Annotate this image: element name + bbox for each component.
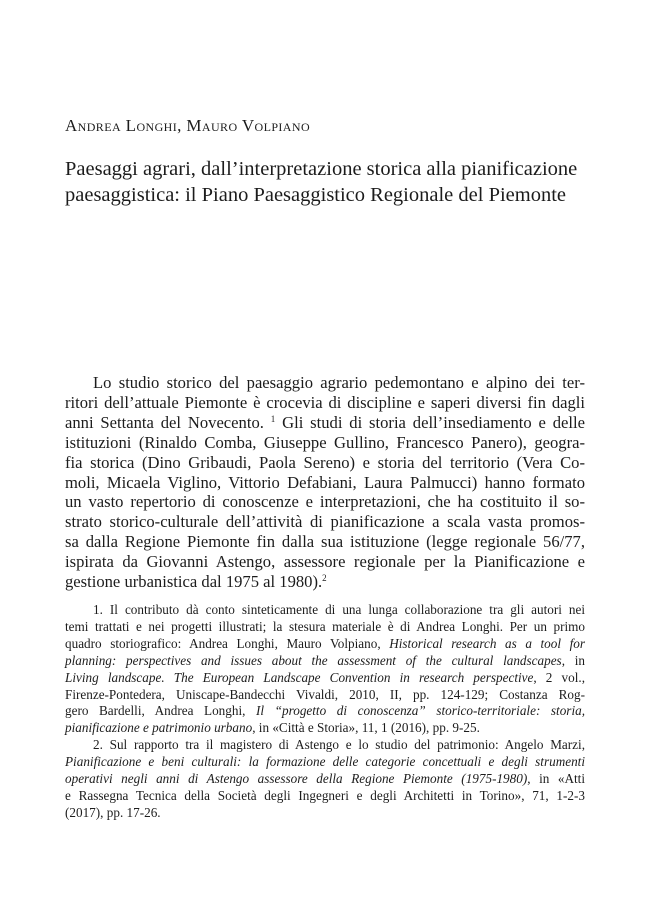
article-title bbox=[65, 156, 590, 208]
footnote-2-line: 2. Sul rapporto tra il magistero di Astengo e lo studio del patrimonio: Angelo Marzi, bbox=[93, 737, 585, 753]
footnote-italic: planning: perspectives and issues about the assessment of the cultural landscapes bbox=[65, 652, 562, 668]
body-line: strato storico-culturale dell’attività di pianificazione a scala vasta promos- bbox=[65, 512, 585, 532]
footnote-italic: operativi negli anni di Astengo assessore della Regione Piemonte (1975-1980) bbox=[65, 771, 528, 787]
footnote-1-line: 1. Il contributo dà conto sinteticamente di una lunga collaborazione tra gli autori nei bbox=[93, 602, 585, 617]
footnote-1-line bbox=[65, 670, 585, 687]
footnote-text: , in «Atti bbox=[527, 771, 585, 787]
body-line: ritori dell’attuale Piemonte è crocevia di discipline e saperi diversi fin dagli bbox=[65, 392, 585, 412]
footnote-ref-2[interactable]: 2 bbox=[322, 573, 327, 584]
article-authors: Andrea Longhi, Mauro Volpiano bbox=[65, 116, 311, 135]
footnote-text: , 2 vol., bbox=[533, 669, 585, 685]
title-line: paesaggistica: il Piano Paesaggistico Regionale del Piemonte bbox=[65, 184, 566, 206]
title-line: Paesaggi agrari, dall’interpretazione storica alla pianificazione bbox=[65, 158, 578, 180]
footnote-2-line bbox=[65, 754, 585, 771]
footnote-1-line: Firenze-Pontedera, Uniscape-Bandecchi Vivaldi, 2010, II, pp. 124-129; Costanza Rog- bbox=[65, 686, 585, 702]
footnote-2-line: e Rassegna Tecnica della Società degli Ingegneri e degli Architetti in Torino», 71, 1-2-3 bbox=[65, 787, 585, 803]
body-line bbox=[65, 572, 585, 592]
footnote-2-line bbox=[65, 771, 585, 788]
body-line bbox=[65, 413, 585, 433]
body-text: anni Settanta del Novecento. bbox=[65, 412, 264, 432]
footnote-1-line bbox=[65, 703, 585, 720]
footnote-1-line bbox=[65, 653, 585, 670]
footnote-text: , in «Città e Storia», 11, 1 (2016), pp. 9-25. bbox=[252, 720, 480, 736]
footnote-ref-1[interactable]: 1 bbox=[270, 413, 276, 424]
footnote-italic: Historical research as a tool for bbox=[389, 635, 585, 651]
footnote-2-line: (2017), pp. 17-26. bbox=[65, 804, 161, 820]
body-line: fia storica (Dino Gribaudi, Paola Sereno) e storia del territorio (Vera Co- bbox=[65, 452, 585, 472]
footnote-1-line bbox=[65, 636, 585, 653]
footnote-italic: Living landscape. The European Landscape Convention in research perspective bbox=[65, 669, 534, 685]
body-line: moli, Micaela Viglino, Vittorio Defabiani, Laura Palmucci) hanno formato bbox=[65, 472, 585, 492]
footnote-1-line bbox=[65, 720, 585, 737]
body-line: sa dalla Regione Piemonte fin dalla sua istituzione (legge regionale 56/77, bbox=[65, 532, 585, 552]
body-paragraph bbox=[65, 373, 585, 592]
body-line: ispirata da Giovanni Astengo, assessore regionale per la Pianificazione e bbox=[65, 552, 585, 572]
footnote-1-line: temi trattati e nei progetti illustrati; la stesura materiale è di Andrea Longhi. Per un primo bbox=[65, 618, 585, 634]
footnote-italic: Pianificazione e beni culturali: la formazione delle categorie concettuali e degli strumenti bbox=[65, 754, 585, 770]
footnote-text: , in bbox=[561, 652, 585, 668]
footnote-text: gero Bardelli, Andrea Longhi, bbox=[65, 703, 257, 719]
body-line: Lo studio storico del paesaggio agrario pedemontano e alpino dei ter- bbox=[93, 373, 585, 392]
body-text: Gli studi di storia dell’insediamento e delle bbox=[282, 412, 585, 432]
footnote-italic: pianificazione e patrimonio urbano bbox=[65, 720, 253, 736]
body-line: istituzioni (Rinaldo Comba, Giuseppe Gullino, Francesco Panero), geogra- bbox=[65, 432, 585, 452]
body-line: un vasto repertorio di conoscenze e interpretazioni, che ha costituito il so- bbox=[65, 492, 585, 512]
footnote-italic: Il “progetto di conoscenza” storico-territoriale: storia, bbox=[256, 703, 585, 719]
footnotes bbox=[65, 602, 585, 822]
footnote-text: quadro storiografico: Andrea Longhi, Mauro Volpiano, bbox=[65, 635, 390, 651]
body-text: gestione urbanistica dal 1975 al 1980). bbox=[65, 572, 323, 592]
